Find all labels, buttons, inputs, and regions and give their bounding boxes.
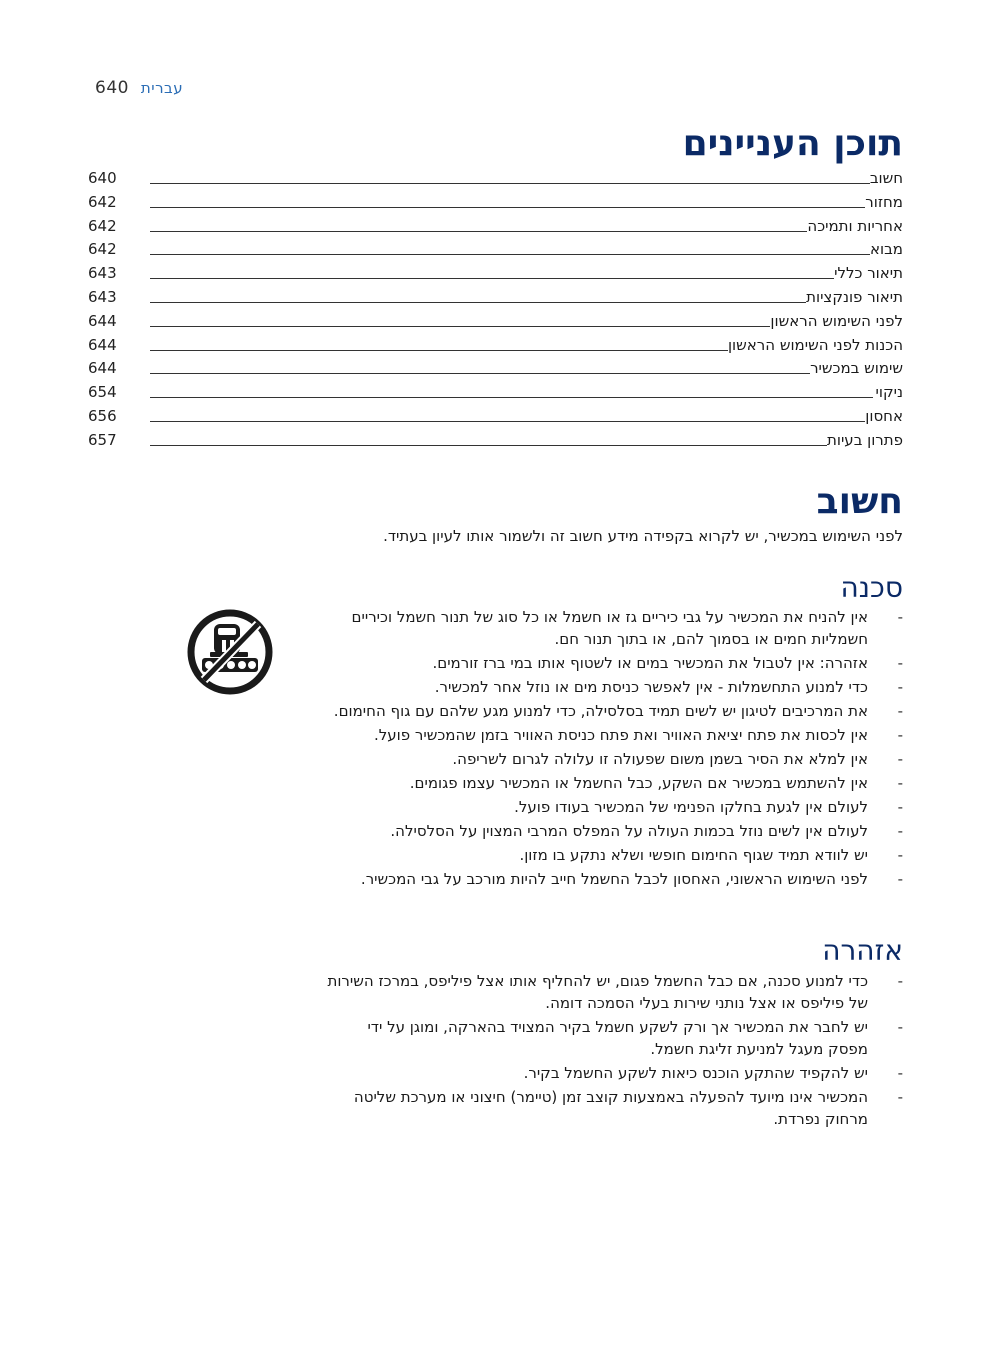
toc-entry-page: 644 bbox=[88, 311, 117, 330]
toc-entry-page: 642 bbox=[88, 240, 117, 259]
toc-leader-line bbox=[150, 445, 873, 446]
bullet-dash: - bbox=[897, 774, 903, 792]
list-item-text: אין לכסות את פתח יציאת האוויר ואת פתח כניסת האוויר בזמן שהמכשיר פועל. bbox=[373, 726, 868, 744]
toc-leader-line bbox=[150, 278, 873, 279]
list-item bbox=[323, 676, 903, 698]
list-item-text: לעולם אין לשים נוזל בכמות העולה על המפלס המרבי המצוין על הסלסילה. bbox=[390, 822, 868, 840]
toc-entry-label: אחסון bbox=[865, 404, 903, 428]
toc-entry-label: אחריות ותמיכה bbox=[807, 214, 903, 238]
toc-row bbox=[88, 285, 903, 309]
no-dishwasher-icon bbox=[186, 608, 274, 696]
toc-leader-line bbox=[150, 231, 873, 232]
toc-row bbox=[88, 261, 903, 285]
toc-row bbox=[88, 166, 903, 190]
toc-row bbox=[88, 380, 903, 404]
toc-entry-page: 640 bbox=[88, 169, 117, 187]
toc-entry-label: ניקוי bbox=[876, 380, 903, 404]
toc-row bbox=[88, 428, 903, 452]
list-item bbox=[323, 772, 903, 794]
language-label: עברית bbox=[140, 79, 184, 97]
bullet-dash: - bbox=[897, 822, 903, 840]
bullet-dash: - bbox=[897, 870, 903, 888]
list-item-text: לפני השימוש הראשוני, האחסון לכבל החשמל חייב להיות מורכב על גבי המכשיר. bbox=[360, 870, 868, 888]
bullet-dash: - bbox=[897, 972, 903, 990]
bullet-dash: - bbox=[897, 726, 903, 744]
list-item bbox=[323, 652, 903, 674]
toc-entry-page: 642 bbox=[88, 216, 117, 235]
list-item-text: יש להקפיד שהתקע הוכנס כיאות לשקע החשמל בקיר. bbox=[523, 1064, 868, 1082]
table-of-contents bbox=[88, 166, 903, 452]
toc-entry-label: תיאור כללי bbox=[834, 261, 903, 285]
toc-entry-label: פתרון בעיות bbox=[827, 428, 903, 452]
toc-leader-line bbox=[150, 421, 873, 422]
list-item-text: יש לוודא תמיד שגוף החימום חופשי ושלא נתקע בו מזון. bbox=[519, 846, 868, 864]
toc-entry-label: מחזור bbox=[865, 190, 903, 214]
danger-list bbox=[323, 606, 903, 892]
toc-entry-page: 654 bbox=[88, 383, 117, 402]
list-item-text: כדי למנוע התחשמלות - אין לאפשר כניסת מים או נוזל אחר למכשיר. bbox=[434, 678, 868, 696]
important-intro: לפני השימוש במכשיר, יש לקרוא בקפידה מידע חשוב זה ולשמור אותו לעיון בעתיד. bbox=[383, 527, 903, 545]
list-item bbox=[323, 1062, 903, 1084]
list-item-text: אין להניח את המכשיר על גבי כיריים גז או חשמל או כל סוג של תנור חשמל וכיריים חשמליות חמים או בסמוך להם, או בתוך תנור חם. bbox=[351, 608, 868, 648]
list-item bbox=[323, 868, 903, 890]
bullet-dash: - bbox=[897, 678, 903, 696]
warning-list bbox=[323, 970, 903, 1132]
list-item bbox=[323, 748, 903, 770]
toc-entry-label: שימוש במכשיר bbox=[810, 356, 903, 380]
list-item bbox=[323, 796, 903, 818]
toc-entry-page: 657 bbox=[88, 430, 117, 449]
toc-row bbox=[88, 309, 903, 333]
toc-title: תוכן העניינים bbox=[682, 123, 903, 164]
toc-row bbox=[88, 333, 903, 357]
toc-entry-page: 643 bbox=[88, 287, 117, 306]
toc-leader-line bbox=[150, 302, 873, 303]
toc-row bbox=[88, 214, 903, 238]
list-item bbox=[323, 844, 903, 866]
bullet-dash: - bbox=[897, 798, 903, 816]
list-item bbox=[323, 724, 903, 746]
list-item bbox=[323, 820, 903, 842]
toc-row bbox=[88, 356, 903, 380]
list-item bbox=[323, 606, 903, 650]
bullet-dash: - bbox=[897, 654, 903, 672]
toc-entry-label: לפני השימוש הראשון bbox=[770, 309, 903, 333]
toc-leader-line bbox=[150, 373, 873, 374]
bullet-dash: - bbox=[897, 702, 903, 720]
toc-leader-line bbox=[150, 254, 873, 255]
toc-leader-line bbox=[150, 183, 873, 184]
toc-leader-line bbox=[150, 397, 873, 398]
bullet-dash: - bbox=[897, 846, 903, 864]
toc-entry-page: 656 bbox=[88, 406, 117, 425]
list-item bbox=[323, 1086, 903, 1130]
toc-entry-page: 642 bbox=[88, 192, 117, 211]
list-item-text: אזהרה: אין לטבול את המכשיר במים או לשטוף אותו במי ברז זורמים. bbox=[432, 654, 868, 672]
toc-entry-page: 644 bbox=[88, 359, 117, 378]
page-header bbox=[95, 78, 183, 98]
bullet-dash: - bbox=[897, 1088, 903, 1106]
toc-entry-page: 644 bbox=[88, 335, 117, 354]
list-item-text: אין למלא את הסיר בשמן משום שפעולה זו עלולה לגרום לשריפה. bbox=[452, 750, 868, 768]
list-item-text: יש לחבר את המכשיר אך ורק לשקע חשמל בקיר המצויד בהארקה, ומוגן על ידי מפסק מעגל למניעת זליגת חשמל. bbox=[367, 1018, 868, 1058]
list-item-text: לעולם אין לגעת בחלקו הפנימי של המכשיר בעודו פועל. bbox=[514, 798, 868, 816]
list-item-text: אין להשתמש במכשיר אם השקע, כבל החשמל או המכשיר עצמו פגומים. bbox=[409, 774, 868, 792]
important-title: חשוב bbox=[816, 481, 903, 522]
list-item-text: את המרכיבים לטיגון יש לשים תמיד בסלסילה, כדי למנוע מגע שלהם עם גוף החימום. bbox=[333, 702, 868, 720]
list-item-text: המכשיר אינו מיועד להפעלה באמצעות קוצב זמן (טיימר) חיצוני או מערכת שליטה מרחוק נפרדת. bbox=[353, 1088, 868, 1128]
toc-entry-label: תיאור פונקציות bbox=[806, 285, 903, 309]
list-item bbox=[323, 1016, 903, 1060]
toc-leader-line bbox=[150, 207, 873, 208]
toc-leader-line bbox=[150, 326, 873, 327]
list-item-text: כדי למנוע סכנה, אם כבל החשמל פגום, יש להחליף אותו אצל פיליפס, במרכז השירות של פיליפס או אצל נותני שירות בעלי הסמכה דומה. bbox=[327, 972, 868, 1012]
toc-row bbox=[88, 237, 903, 261]
toc-entry-label: מבוא bbox=[870, 237, 903, 261]
toc-entry-page: 643 bbox=[88, 264, 117, 283]
bullet-dash: - bbox=[897, 1018, 903, 1036]
list-item bbox=[323, 970, 903, 1014]
toc-row bbox=[88, 190, 903, 214]
toc-entry-label: חשוב bbox=[870, 166, 903, 190]
list-item bbox=[323, 700, 903, 722]
warning-title: אזהרה bbox=[822, 934, 903, 967]
bullet-dash: - bbox=[897, 750, 903, 768]
toc-row bbox=[88, 404, 903, 428]
danger-title: סכנה bbox=[840, 571, 903, 604]
bullet-dash: - bbox=[897, 1064, 903, 1082]
toc-entry-label: הכנות לפני השימוש הראשון bbox=[728, 333, 903, 357]
bullet-dash: - bbox=[897, 608, 903, 626]
page-number: 640 bbox=[95, 78, 129, 98]
